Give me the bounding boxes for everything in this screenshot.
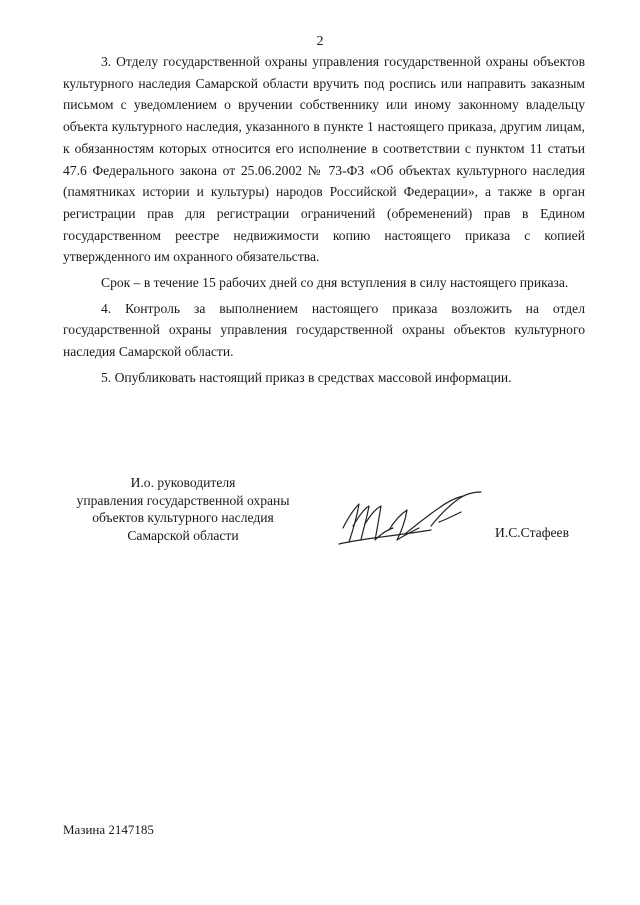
page-number: 2	[316, 34, 324, 49]
paragraph-3: 3. Отделу государственной охраны управления государственной охраны объектов культурного наследия Самарской области вручить под роспись или направить заказным письмом с уведомлением о вручении собственнику или иному законному владельцу объекта культурного наследия, указанного в пункте 1 настоящего приказа, другим лицам, к обязанностям которых относится его исполнение в соответствии с пунктом 11 статьи 47.6 Федерального закона от 25.06.2002 № 73-ФЗ «Об объектах культурного наследия (памятниках истории и культуры) народов Российской Федерации», а также в орган регистрации прав для регистрации ограничений (обременений) прав в Едином государственном реестре недвижимости копию настоящего приказа с копией утвержденного им охранного обязательства.	[63, 54, 585, 265]
document-body	[63, 51, 585, 389]
signatory-line: Самарской области	[127, 527, 239, 543]
signatory-line: объектов культурного наследия	[92, 510, 274, 526]
paragraph-deadline: Срок – в течение 15 рабочих дней со дня вступления в силу настоящего приказа.	[101, 275, 569, 291]
signatory-line: управления государственной охраны	[76, 492, 290, 508]
paragraph-4: 4. Контроль за выполнением настоящего приказа возложить на отдел государственной охраны управления государственной охраны объектов культурного наследия Самарской области.	[63, 300, 585, 360]
signatory-line: И.о. руководителя	[130, 475, 236, 490]
paragraph-5: 5. Опубликовать настоящий приказ в средствах массовой информации.	[101, 369, 512, 385]
footer-executor: Мазина 2147185	[63, 822, 154, 837]
signer-name: И.С.Стафеев	[495, 525, 570, 540]
handwritten-signature	[335, 486, 495, 556]
signatory-position	[58, 474, 308, 544]
